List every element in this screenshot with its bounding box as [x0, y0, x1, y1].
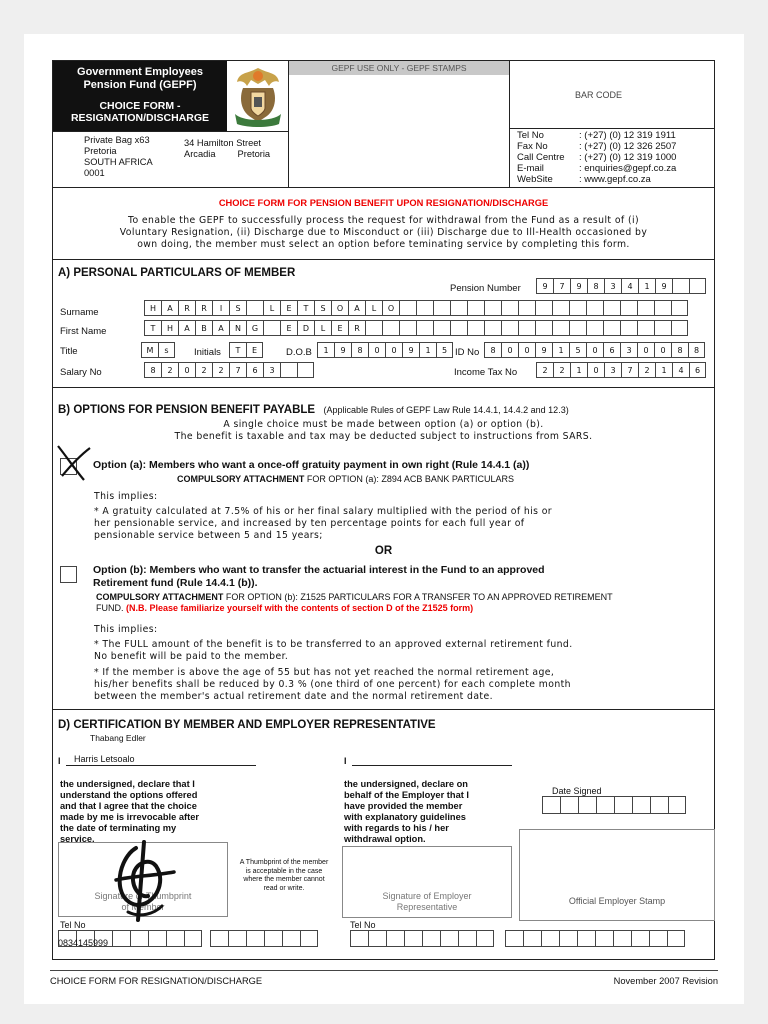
tel-cell[interactable] — [595, 930, 613, 947]
char-cell[interactable]: E — [246, 342, 263, 358]
footer-divider — [50, 970, 718, 971]
tel-cell[interactable] — [130, 930, 148, 947]
income-tax-label: Income Tax No — [454, 367, 518, 378]
char-cell[interactable] — [365, 320, 382, 336]
char-cell[interactable]: L — [314, 320, 331, 336]
tel-cell[interactable] — [386, 930, 404, 947]
section-a-title: A) PERSONAL PARTICULARS OF MEMBER — [58, 267, 296, 279]
org-name — [53, 66, 227, 92]
char-cell[interactable]: 6 — [689, 362, 706, 378]
date-signed-label: Date Signed — [552, 786, 602, 796]
char-cell[interactable] — [416, 320, 433, 336]
char-cell[interactable] — [637, 320, 654, 336]
char-cell[interactable]: L — [263, 300, 280, 316]
intro-title: CHOICE FORM FOR PENSION BENEFIT UPON RESIGNATION/DISCHARGE — [218, 198, 549, 208]
char-cell[interactable]: 0 — [501, 342, 518, 358]
option-b-text: * The FULL amount of the benefit is to be transferred to an approved external retirement fund. — [94, 639, 573, 650]
decl-line: and that I agree that the choice — [60, 801, 197, 811]
char-cell[interactable] — [450, 300, 467, 316]
contact-divider — [510, 128, 715, 129]
tel-cell[interactable] — [631, 930, 649, 947]
postal-line: SOUTH AFRICA — [84, 157, 153, 167]
char-cell[interactable] — [450, 320, 467, 336]
tel-cell[interactable] — [368, 930, 386, 947]
postal-address — [84, 135, 153, 179]
char-cell[interactable]: T — [229, 342, 246, 358]
city: Pretoria — [237, 149, 271, 159]
date-cell[interactable] — [578, 796, 596, 814]
char-cell[interactable] — [671, 320, 688, 336]
option-b-title — [93, 564, 545, 590]
implies-label: This implies: — [94, 624, 158, 635]
form-page — [24, 34, 744, 1004]
char-cell[interactable]: 0 — [586, 342, 603, 358]
char-cell[interactable]: L — [365, 300, 382, 316]
char-cell[interactable] — [603, 300, 620, 316]
contact-details — [517, 130, 676, 185]
char-cell[interactable]: S — [229, 300, 246, 316]
decl-line: understand the options offered — [60, 790, 198, 800]
title-label: Title — [60, 346, 78, 357]
char-cell[interactable]: T — [297, 300, 314, 316]
intro-line: Voluntary Resignation, (ii) Discharge due to Misconduct or (iii) Discharge due to Ill-Health occasioned by — [119, 227, 648, 238]
option-b-text: No benefit will be paid to the member. — [94, 651, 289, 662]
tel-cell[interactable] — [613, 930, 631, 947]
char-cell[interactable]: 7 — [621, 362, 638, 378]
char-cell[interactable]: R — [348, 320, 365, 336]
income-tax-field[interactable] — [536, 362, 706, 378]
pension-number-label: Pension Number — [450, 283, 521, 294]
org-line-1: Government Employees — [77, 66, 203, 78]
tel-cell[interactable] — [228, 930, 246, 947]
tel-cell[interactable] — [112, 930, 130, 947]
dob-label: D.O.B — [286, 347, 312, 358]
char-cell[interactable]: 8 — [587, 278, 604, 294]
char-cell[interactable] — [671, 300, 688, 316]
char-cell[interactable] — [552, 320, 569, 336]
char-cell[interactable]: 7 — [553, 278, 570, 294]
member-tel-value[interactable]: 0834145999 — [58, 938, 109, 948]
intro-line: own doing, the member must select an option before teminating service by completing this form. — [137, 239, 630, 250]
decl-line: with regards to his / her — [344, 823, 449, 833]
thumb-note-line: read or write. — [263, 884, 305, 892]
tel-cell[interactable] — [523, 930, 541, 947]
char-cell[interactable]: 1 — [419, 342, 436, 358]
char-cell[interactable]: A — [161, 300, 178, 316]
tel-cell[interactable] — [184, 930, 202, 947]
char-cell[interactable]: 3 — [620, 342, 637, 358]
contact-label: Call Centre — [517, 152, 565, 163]
decl-line: the undersigned, declare that I — [60, 779, 195, 789]
option-b-text: * If the member is above the age of 55 but has not yet reached the normal retirement age, — [94, 667, 555, 678]
or-separator: OR — [374, 545, 393, 557]
char-cell[interactable] — [672, 278, 689, 294]
member-i-label: I — [58, 756, 61, 766]
employer-tel-field-2[interactable] — [505, 930, 685, 947]
sig-label-line: Signature of Employer — [382, 891, 472, 901]
char-cell[interactable]: 0 — [637, 342, 654, 358]
surname-field[interactable] — [144, 300, 688, 316]
char-cell[interactable] — [467, 320, 484, 336]
option-a-title: Option (a): Members who want a once-off gratuity payment in own right (Rule 14.4.1 (a)) — [93, 459, 530, 471]
barcode-label: BAR CODE — [575, 90, 623, 100]
contact-label: Tel No — [517, 130, 544, 141]
contact-value: : (+27) (0) 12 319 1000 — [579, 152, 677, 163]
option-b-attachment-text: FOR OPTION (b): Z1525 PARTICULARS FOR A TRANSFER TO AN APPROVED RETIREMENT — [225, 592, 613, 602]
employer-signature-label — [343, 891, 511, 913]
char-cell[interactable]: A — [178, 320, 195, 336]
char-cell[interactable]: 6 — [603, 342, 620, 358]
char-cell[interactable]: 3 — [263, 362, 280, 378]
option-a-text: her pensionable service, and increased by ten percentage points for each full year of — [94, 518, 525, 529]
char-cell[interactable]: 0 — [385, 342, 402, 358]
decl-line: behalf of the Employer that I — [344, 790, 470, 800]
option-b-attachment-text: FUND. — [96, 603, 124, 613]
option-b-implies — [94, 624, 573, 703]
org-line-2: Pension Fund (GEPF) — [83, 79, 197, 91]
char-cell[interactable] — [569, 300, 586, 316]
char-cell[interactable] — [637, 300, 654, 316]
thumbprint-note — [230, 859, 338, 893]
char-cell[interactable]: 1 — [552, 342, 569, 358]
option-a-implies — [94, 491, 552, 542]
section-b-heading — [58, 400, 569, 418]
employer-declaration — [344, 779, 469, 845]
char-cell[interactable] — [654, 300, 671, 316]
char-cell[interactable]: I — [212, 300, 229, 316]
char-cell[interactable]: 8 — [144, 362, 161, 378]
char-cell[interactable]: B — [195, 320, 212, 336]
employer-signature-box[interactable] — [342, 846, 512, 918]
char-cell[interactable]: O — [382, 300, 399, 316]
char-cell[interactable] — [501, 300, 518, 316]
char-cell[interactable]: A — [348, 300, 365, 316]
form-name — [53, 100, 227, 124]
date-cell[interactable] — [668, 796, 686, 814]
tel-cell[interactable] — [404, 930, 422, 947]
member-declaration — [60, 779, 199, 845]
option-a-attachment-label: COMPULSORY ATTACHMENT — [177, 474, 305, 484]
char-cell[interactable] — [654, 320, 671, 336]
char-cell[interactable] — [484, 300, 501, 316]
sig-label-line: Signature or Thumbprint — [94, 891, 192, 901]
decl-line: with explanatory guidelines — [344, 812, 466, 822]
contact-label: Fax No — [517, 141, 548, 152]
char-cell[interactable] — [603, 320, 620, 336]
checkmark-x-icon — [54, 442, 94, 482]
char-cell[interactable]: 5 — [436, 342, 453, 358]
char-cell[interactable] — [467, 300, 484, 316]
tel-cell[interactable] — [559, 930, 577, 947]
char-cell[interactable]: 8 — [351, 342, 368, 358]
option-a-attachment-text: FOR OPTION (a): Z894 ACB BANK PARTICULARS — [306, 474, 515, 484]
char-cell[interactable]: 0 — [518, 342, 535, 358]
char-cell[interactable] — [246, 300, 263, 316]
option-a-text: * A gratuity calculated at 7.5% of his or her final salary multiplied with the period of his or — [94, 506, 553, 517]
decl-line: made by me is irrevocable after — [60, 812, 200, 822]
member-name[interactable]: Harris Letsoalo — [74, 754, 135, 764]
member-name-line — [66, 765, 256, 766]
header-title-block — [53, 61, 227, 131]
date-cell[interactable] — [614, 796, 632, 814]
char-cell[interactable]: R — [195, 300, 212, 316]
thumb-note-line: is acceptable in the case — [245, 867, 323, 875]
section-b-note: The benefit is taxable and tax may be deducted subject to instructions from SARS. — [174, 431, 593, 442]
char-cell[interactable]: 7 — [229, 362, 246, 378]
char-cell[interactable]: 8 — [671, 342, 688, 358]
char-cell[interactable]: H — [161, 320, 178, 336]
char-cell[interactable]: R — [178, 300, 195, 316]
postal-line: Pretoria — [84, 146, 117, 156]
postal-line: Private Bag x63 — [84, 135, 150, 145]
implies-label: This implies: — [94, 491, 158, 502]
decl-line: have provided the member — [344, 801, 463, 811]
char-cell[interactable]: A — [212, 320, 229, 336]
char-cell[interactable]: D — [297, 320, 314, 336]
char-cell[interactable] — [535, 320, 552, 336]
thumb-note-line: where the member cannot — [243, 876, 325, 883]
employer-stamp-box[interactable] — [519, 829, 715, 921]
decl-line: the undersigned, declare on — [344, 779, 468, 789]
option-b-attachment — [96, 592, 613, 614]
id-number-field[interactable] — [484, 342, 705, 358]
section-b-note: A single choice must be made between option (a) or option (b). — [223, 419, 544, 430]
footer-form-name: CHOICE FORM FOR RESIGNATION/DISCHARGE — [50, 976, 263, 986]
salary-number-label: Salary No — [60, 367, 102, 378]
tel-cell[interactable] — [166, 930, 184, 947]
char-cell[interactable] — [620, 300, 637, 316]
char-cell[interactable]: 0 — [368, 342, 385, 358]
tel-cell[interactable] — [350, 930, 368, 947]
tel-cell[interactable] — [649, 930, 667, 947]
initials-label: Initials — [194, 347, 221, 358]
char-cell[interactable] — [484, 320, 501, 336]
char-cell[interactable]: E — [280, 300, 297, 316]
contact-value: : enquiries@gepf.co.za — [579, 163, 677, 174]
char-cell[interactable]: 9 — [334, 342, 351, 358]
char-cell[interactable]: H — [144, 300, 161, 316]
postal-line: 0001 — [84, 168, 105, 178]
contact-value: : (+27) (0) 12 326 2507 — [579, 141, 677, 152]
char-cell[interactable]: G — [246, 320, 263, 336]
sig-label-line: Representative — [396, 902, 458, 912]
tel-cell[interactable] — [541, 930, 559, 947]
char-cell[interactable]: 0 — [654, 342, 671, 358]
employer-tel-label: Tel No — [350, 920, 376, 930]
option-b-note: (N.B. Please familiarize yourself with the contents of section D of the Z1525 form) — [126, 603, 474, 613]
tel-cell[interactable] — [667, 930, 685, 947]
decl-line: service. — [60, 834, 95, 844]
char-cell[interactable]: s — [158, 342, 175, 358]
char-cell[interactable]: 0 — [587, 362, 604, 378]
char-cell[interactable]: 5 — [569, 342, 586, 358]
date-cell[interactable] — [650, 796, 668, 814]
title-field[interactable] — [141, 342, 175, 358]
contact-label: E-mail — [517, 163, 544, 174]
char-cell[interactable]: 2 — [161, 362, 178, 378]
char-cell[interactable] — [433, 320, 450, 336]
coat-of-arms-icon — [229, 64, 287, 130]
char-cell[interactable]: 2 — [553, 362, 570, 378]
stamp-area — [288, 61, 510, 188]
dob-field[interactable] — [317, 342, 453, 358]
intro-line: To enable the GEPF to successfully process the request for withdrawal from the Fund as a result of (i) — [127, 215, 639, 226]
date-signed-field[interactable] — [542, 796, 686, 814]
section-b-rules: (Applicable Rules of GEPF Law Rule 14.4.1, 14.4.2 and 12.3) — [323, 405, 569, 415]
intro-text — [52, 215, 715, 251]
contact-value: : (+27) (0) 12 319 1911 — [579, 130, 676, 141]
member-written-name: Thabang Edler — [90, 733, 146, 743]
form-line-2: RESIGNATION/DISCHARGE — [70, 112, 210, 124]
char-cell[interactable]: 2 — [195, 362, 212, 378]
tel-cell[interactable] — [476, 930, 494, 947]
char-cell[interactable] — [297, 362, 314, 378]
decl-line: the date of terminating my — [60, 823, 177, 833]
char-cell[interactable] — [382, 320, 399, 336]
employer-i-label: I — [344, 756, 347, 766]
char-cell[interactable] — [433, 300, 450, 316]
char-cell[interactable]: 8 — [688, 342, 705, 358]
tel-cell[interactable] — [440, 930, 458, 947]
header-divider — [53, 131, 288, 132]
char-cell[interactable]: 0 — [178, 362, 195, 378]
option-b-title-line: Option (b): Members who want to transfer the actuarial interest in the Fund to an approved — [93, 564, 545, 576]
char-cell[interactable]: 3 — [604, 362, 621, 378]
employer-name-line[interactable] — [352, 765, 512, 766]
char-cell[interactable]: 6 — [246, 362, 263, 378]
street-address — [184, 138, 270, 160]
tel-cell[interactable] — [422, 930, 440, 947]
member-tel-field-2[interactable] — [210, 930, 318, 947]
id-number-label: ID No — [455, 347, 480, 358]
char-cell[interactable]: 9 — [536, 278, 553, 294]
section-b-title: B) OPTIONS FOR PENSION BENEFIT PAYABLE — [58, 404, 316, 416]
pension-number-field[interactable] — [536, 278, 706, 294]
char-cell[interactable]: 9 — [570, 278, 587, 294]
footer-revision: November 2007 Revision — [613, 976, 718, 986]
char-cell[interactable]: 1 — [638, 278, 655, 294]
tel-cell[interactable] — [264, 930, 282, 947]
char-cell[interactable]: 3 — [604, 278, 621, 294]
option-b-checkbox[interactable] — [60, 566, 77, 583]
member-tel-label: Tel No — [60, 920, 86, 930]
suburb: Arcadia — [184, 149, 216, 159]
employer-tel-field[interactable] — [350, 930, 494, 947]
char-cell[interactable] — [416, 300, 433, 316]
char-cell[interactable]: M — [141, 342, 158, 358]
date-cell[interactable] — [542, 796, 560, 814]
street-line: 34 Hamilton Street — [184, 138, 261, 148]
option-b-title-line: Retirement fund (Rule 14.4.1 (b)). — [93, 577, 258, 589]
char-cell[interactable]: S — [314, 300, 331, 316]
contact-value: : www.gepf.co.za — [579, 174, 651, 185]
char-cell[interactable] — [620, 320, 637, 336]
char-cell[interactable]: N — [229, 320, 246, 336]
char-cell[interactable]: 8 — [484, 342, 501, 358]
decl-line: withdrawal option. — [344, 834, 426, 844]
char-cell[interactable] — [518, 320, 535, 336]
option-a-attachment — [177, 474, 514, 484]
char-cell[interactable] — [518, 300, 535, 316]
contact-label: WebSite — [517, 174, 553, 185]
first-name-field[interactable] — [144, 320, 688, 336]
member-signature-icon — [108, 840, 180, 924]
date-cell[interactable] — [560, 796, 578, 814]
option-b-text: between the member's actual retirement date and the normal retirement date. — [94, 691, 493, 702]
form-line-1: CHOICE FORM - — [99, 100, 181, 112]
first-name-label: First Name — [60, 326, 107, 337]
char-cell[interactable]: E — [280, 320, 297, 336]
char-cell[interactable]: 4 — [672, 362, 689, 378]
char-cell[interactable]: 1 — [317, 342, 334, 358]
tel-cell[interactable] — [148, 930, 166, 947]
char-cell[interactable]: O — [331, 300, 348, 316]
sig-label-line: of Member — [121, 902, 165, 912]
stamp-area-label: GEPF USE ONLY - GEPF STAMPS — [289, 61, 509, 75]
tel-cell[interactable] — [577, 930, 595, 947]
char-cell[interactable] — [501, 320, 518, 336]
thumb-note-line: A Thumbprint of the member — [239, 859, 329, 866]
char-cell[interactable] — [552, 300, 569, 316]
char-cell[interactable]: 9 — [655, 278, 672, 294]
char-cell[interactable] — [263, 320, 280, 336]
date-cell[interactable] — [632, 796, 650, 814]
char-cell[interactable]: 2 — [212, 362, 229, 378]
char-cell[interactable]: 9 — [402, 342, 419, 358]
char-cell[interactable] — [586, 320, 603, 336]
char-cell[interactable] — [535, 300, 552, 316]
char-cell[interactable] — [280, 362, 297, 378]
char-cell[interactable]: 2 — [536, 362, 553, 378]
section-d-title: D) CERTIFICATION BY MEMBER AND EMPLOYER REPRESENTATIVE — [58, 719, 436, 731]
char-cell[interactable] — [586, 300, 603, 316]
char-cell[interactable] — [399, 320, 416, 336]
surname-label: Surname — [60, 307, 99, 318]
tel-cell[interactable] — [505, 930, 523, 947]
tel-cell[interactable] — [246, 930, 264, 947]
tel-cell[interactable] — [210, 930, 228, 947]
char-cell[interactable]: T — [144, 320, 161, 336]
tel-cell[interactable] — [458, 930, 476, 947]
salary-number-field[interactable] — [144, 362, 314, 378]
tel-cell[interactable] — [300, 930, 318, 947]
initials-field[interactable] — [229, 342, 263, 358]
char-cell[interactable] — [399, 300, 416, 316]
char-cell[interactable]: 2 — [638, 362, 655, 378]
option-b-text: his/her benefits shall be reduced by 0.3 % (one third of one percent) for each complete month — [94, 679, 571, 690]
char-cell[interactable]: E — [331, 320, 348, 336]
date-cell[interactable] — [596, 796, 614, 814]
char-cell[interactable]: 1 — [570, 362, 587, 378]
char-cell[interactable] — [689, 278, 706, 294]
tel-cell[interactable] — [282, 930, 300, 947]
section-b-notes — [52, 419, 715, 443]
char-cell[interactable]: 4 — [621, 278, 638, 294]
option-a-text: pensionable service between 5 and 15 years; — [94, 530, 323, 541]
char-cell[interactable]: 1 — [655, 362, 672, 378]
char-cell[interactable]: 9 — [535, 342, 552, 358]
employer-stamp-label: Official Employer Stamp — [568, 896, 666, 906]
option-b-attachment-label: COMPULSORY ATTACHMENT — [96, 592, 224, 602]
char-cell[interactable] — [569, 320, 586, 336]
